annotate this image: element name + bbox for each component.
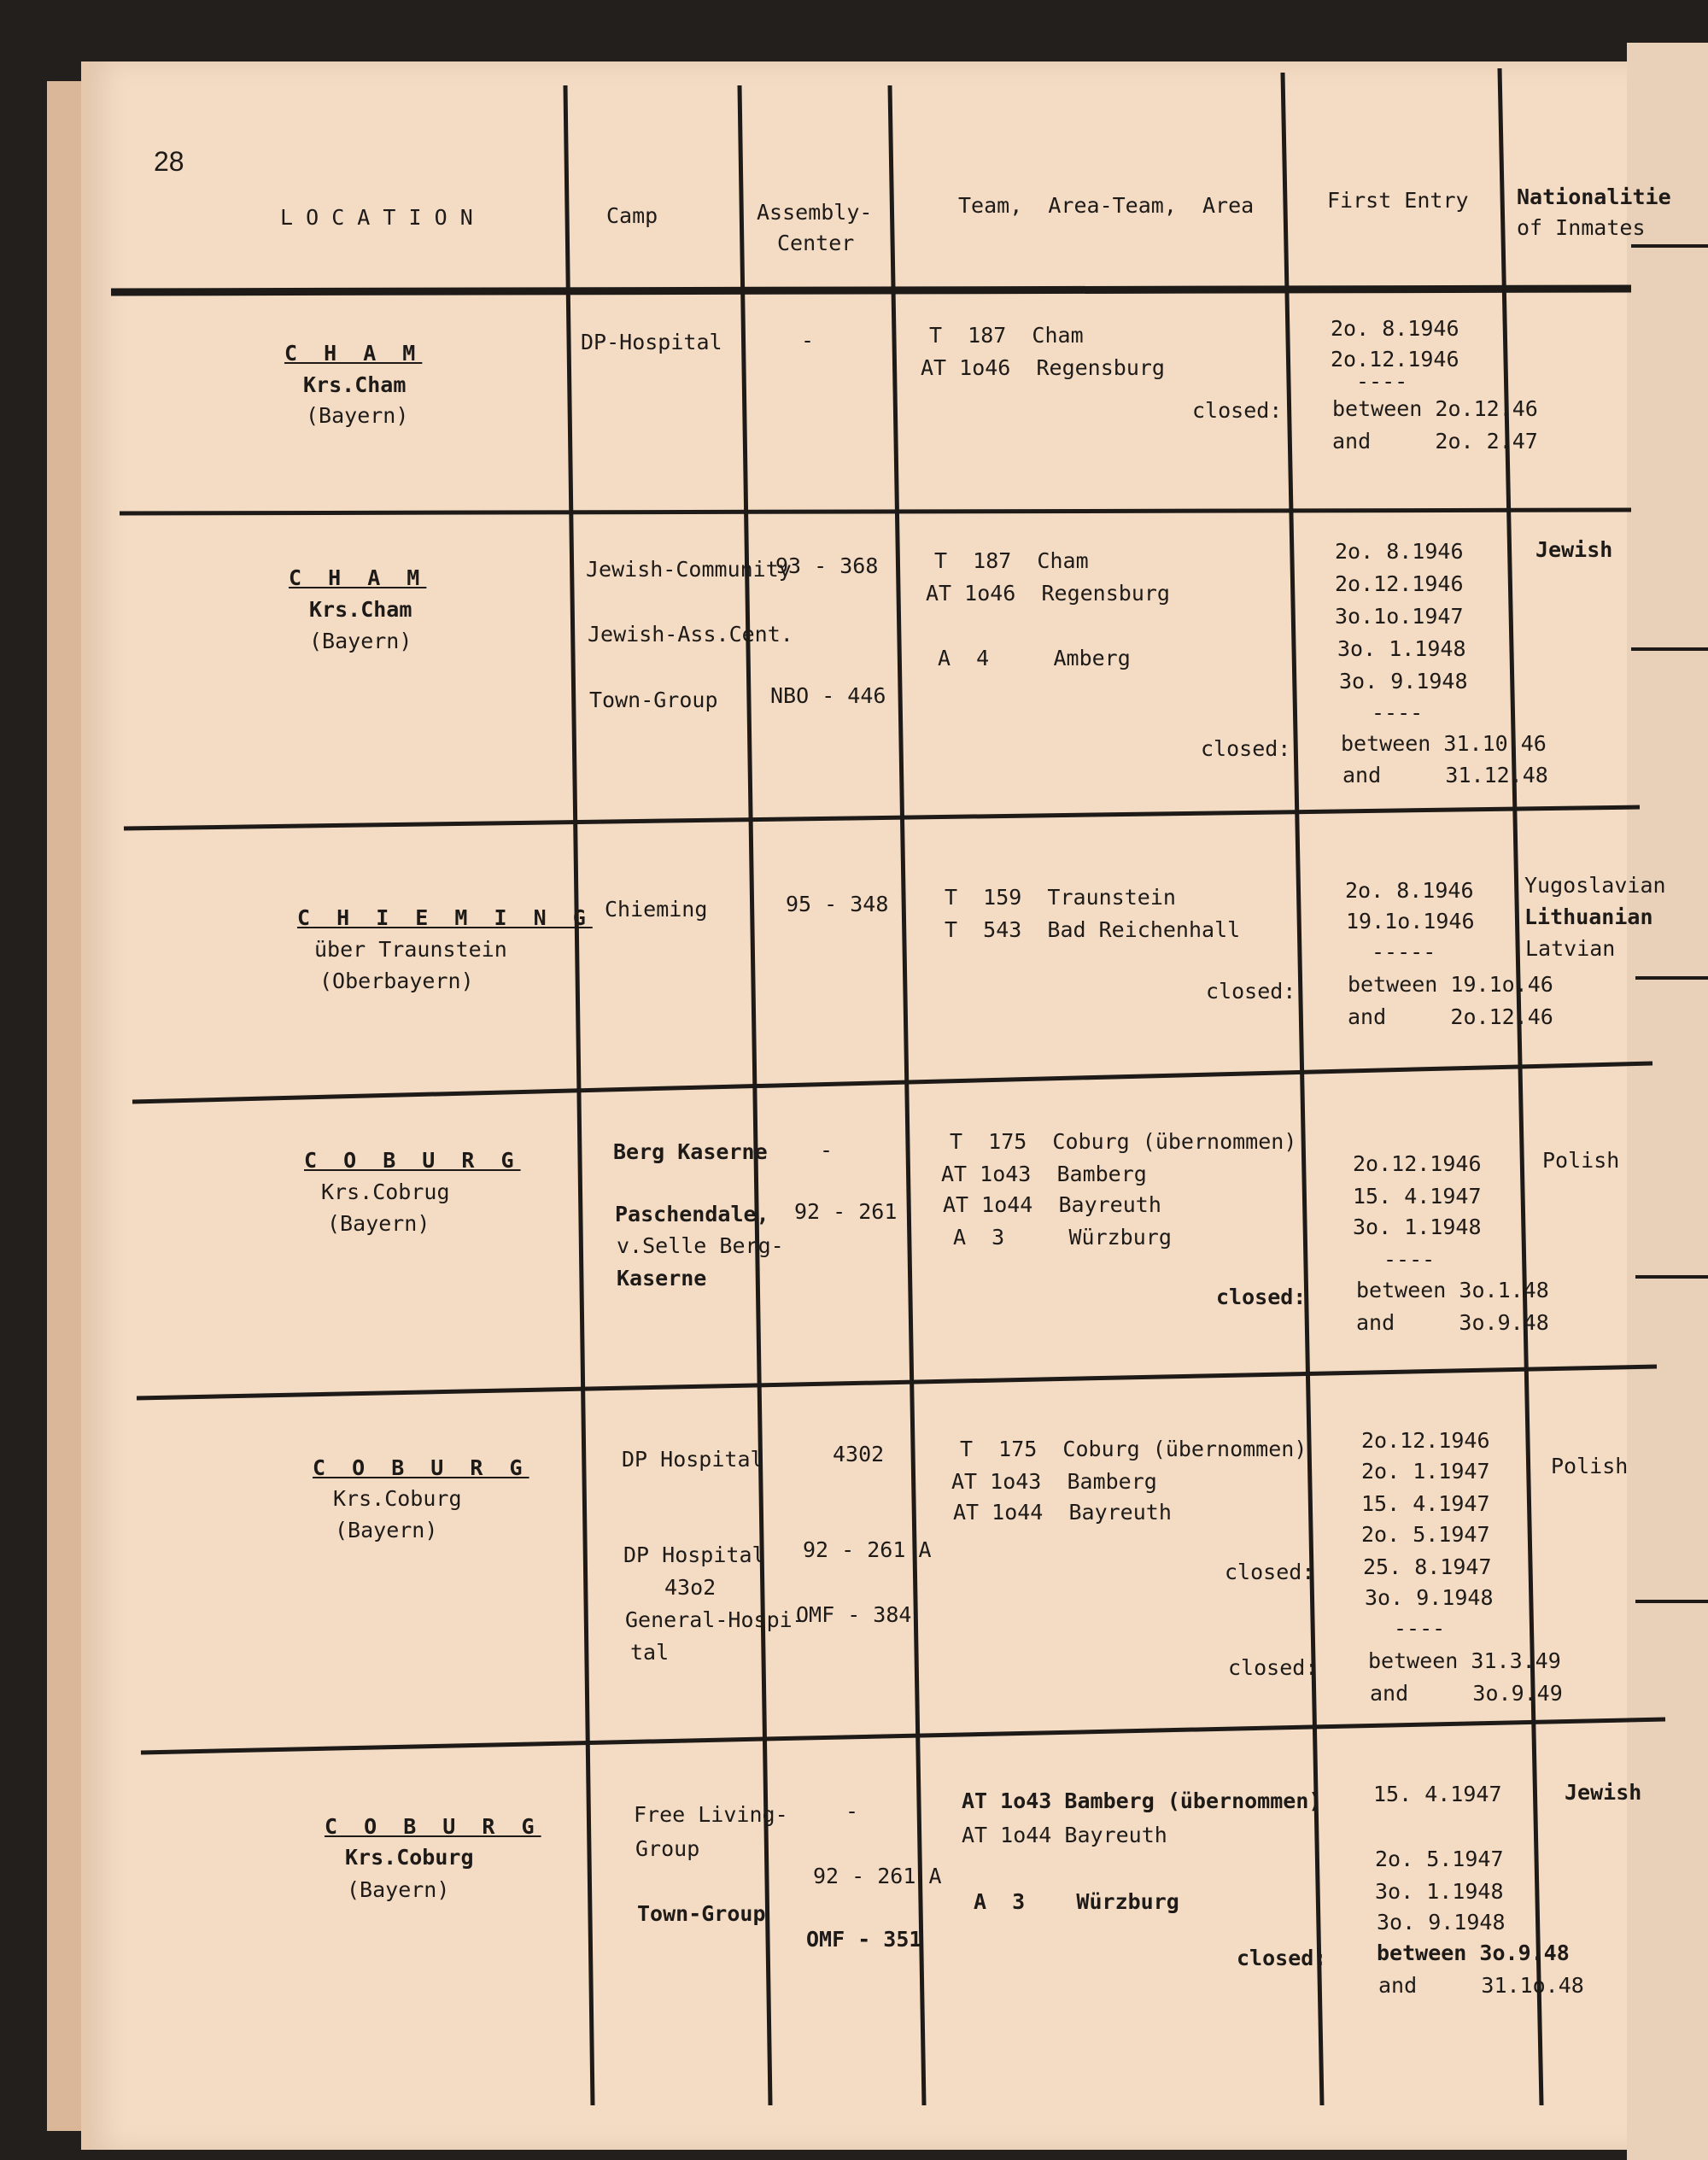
location-name: C H A M: [284, 341, 423, 366]
team-line: T 543 Bad Reichenhall: [945, 917, 1241, 942]
nationality: Polish: [1542, 1148, 1620, 1173]
entry-date: between 3o.1.48: [1356, 1278, 1549, 1302]
closed-label: closed:: [1237, 1946, 1327, 1970]
camp-name: Group: [635, 1836, 700, 1861]
entry-date: and 3o.9.49: [1370, 1681, 1563, 1706]
entry-date: 3o. 9.1948: [1365, 1585, 1494, 1610]
camp-name: Town-Group: [589, 688, 718, 712]
location-region: (Bayern): [335, 1518, 438, 1542]
entry-date: between 31.3.49: [1368, 1648, 1561, 1673]
header-assembly-line2: Center: [777, 231, 855, 255]
camp-name: tal: [630, 1640, 670, 1665]
entry-date: 3o. 1.1948: [1353, 1215, 1482, 1239]
team-line: AT 1o46 Regensburg: [921, 355, 1165, 380]
location-region: (Oberbayern): [319, 969, 474, 993]
location-name: C H A M: [289, 565, 427, 590]
team-line: T 175 Coburg (übernommen): [950, 1129, 1297, 1154]
entry-date: 2o. 8.1946: [1331, 316, 1459, 341]
entry-date: 2o.12.1946: [1335, 571, 1464, 596]
location-name: C O B U R G: [313, 1455, 529, 1480]
row-divider-1: [120, 510, 1631, 513]
camp-name: v.Selle Berg-: [617, 1233, 784, 1258]
entry-separator: -----: [1372, 940, 1436, 964]
closed-label: closed:: [1225, 1560, 1315, 1584]
nationality: Polish: [1551, 1454, 1629, 1478]
entry-date: 3o. 9.1948: [1339, 669, 1468, 694]
assembly-center: 92 - 261 A: [803, 1537, 932, 1562]
assembly-center: 93 - 368: [775, 553, 879, 578]
team-line: A 3 Würzburg: [974, 1889, 1179, 1914]
entry-date: 3o. 9.1948: [1377, 1910, 1506, 1935]
camp-name: Berg Kaserne: [613, 1139, 768, 1164]
assembly-center: -: [820, 1138, 834, 1162]
camp-name: Kaserne: [617, 1266, 707, 1291]
entry-date: between 19.1o.46: [1348, 972, 1553, 997]
entry-separator: ----: [1383, 1247, 1436, 1272]
camp-name: Chieming: [605, 897, 708, 922]
team-line: AT 1o44 Bayreuth: [943, 1192, 1161, 1217]
location-district: Krs.Cham: [303, 372, 407, 397]
header-team: Team, Area-Team, Area: [958, 193, 1255, 218]
camp-name: DP Hospital: [623, 1542, 765, 1567]
assembly-center: NBO - 446: [770, 683, 886, 708]
team-line: AT 1o44 Bayreuth: [962, 1823, 1167, 1847]
location-district: Krs.Coburg: [345, 1845, 474, 1870]
camp-name: General-Hospi-: [625, 1607, 805, 1632]
camp-name: Jewish-Ass.Cent.: [588, 622, 793, 647]
camp-name: DP Hospital: [622, 1447, 763, 1472]
entry-date: and 31.12.48: [1342, 763, 1548, 787]
location-region: (Bayern): [327, 1211, 430, 1236]
closed-label: closed:: [1216, 1285, 1307, 1309]
entry-date: between 31.10.46: [1341, 731, 1547, 756]
assembly-center: 92 - 261 A: [813, 1864, 942, 1888]
team-line: T 187 Cham: [929, 323, 1084, 348]
entry-separator: ----: [1394, 1616, 1446, 1641]
entry-date: between 3o.9.48: [1377, 1940, 1570, 1965]
location-name: C O B U R G: [304, 1148, 521, 1173]
header-camp: Camp: [606, 203, 658, 228]
header-nationality-line2: of Inmates: [1517, 215, 1646, 240]
row-divider-4: [137, 1367, 1657, 1398]
camp-name: Free Living-: [634, 1802, 788, 1827]
header-first-entry: First Entry: [1327, 188, 1469, 213]
assembly-center: OMF - 351: [806, 1927, 922, 1952]
assembly-center: -: [845, 1799, 859, 1823]
nationality: Yugoslavian: [1524, 873, 1666, 898]
team-line: A 3 Würzburg: [953, 1225, 1172, 1250]
assembly-center: 95 - 348: [786, 892, 889, 916]
location-district: über Traunstein: [314, 937, 507, 962]
col-divider-entry-nationality: [1500, 68, 1541, 2105]
entry-date: 15. 4.1947: [1353, 1184, 1482, 1209]
row-divider-2: [124, 807, 1640, 828]
entry-date: and 31.1o.48: [1378, 1973, 1584, 1998]
entry-date: and 3o.9.48: [1356, 1310, 1549, 1335]
entry-separator: ----: [1356, 369, 1408, 394]
location-region: (Bayern): [347, 1877, 450, 1902]
col-divider-location-camp: [565, 85, 593, 2105]
location-district: Krs.Cham: [309, 597, 412, 622]
camp-name: 43o2: [664, 1575, 717, 1600]
location-region: (Bayern): [306, 403, 409, 428]
entry-date: between 2o.12.46: [1332, 396, 1538, 421]
location-name: C O B U R G: [325, 1814, 541, 1839]
closed-label: closed:: [1201, 736, 1291, 761]
camp-name: Jewish-Community: [586, 557, 792, 582]
entry-date: 2o.12.1946: [1331, 347, 1459, 372]
team-line: T 159 Traunstein: [945, 885, 1176, 910]
entry-date: 3o. 1.1948: [1375, 1879, 1504, 1904]
entry-date: 2o. 8.1946: [1345, 878, 1474, 903]
assembly-center: -: [801, 328, 815, 353]
location-name: C H I E M I N G: [297, 905, 593, 930]
nationality: Jewish: [1535, 537, 1613, 562]
entry-date: 2o. 5.1947: [1361, 1522, 1490, 1547]
nationality: Jewish: [1565, 1780, 1642, 1805]
entry-date: 3o.1o.1947: [1335, 604, 1464, 629]
nationality: Lithuanian: [1524, 904, 1653, 929]
nationality: Latvian: [1525, 936, 1616, 961]
row-divider-3: [132, 1063, 1652, 1102]
entry-date: 2o.12.1946: [1361, 1428, 1490, 1453]
entry-date: 2o. 8.1946: [1335, 539, 1464, 564]
page-number: 28: [154, 146, 184, 177]
closed-label: closed:: [1228, 1655, 1319, 1680]
team-line: AT 1o44 Bayreuth: [953, 1500, 1172, 1525]
entry-separator: ----: [1372, 700, 1424, 725]
location-district: Krs.Coburg: [333, 1486, 462, 1511]
assembly-center: OMF - 384: [796, 1602, 912, 1627]
location-district: Krs.Cobrug: [321, 1180, 450, 1204]
location-region: (Bayern): [309, 629, 412, 653]
team-line: AT 1o43 Bamberg: [951, 1469, 1157, 1494]
team-line: T 187 Cham: [934, 548, 1089, 573]
header-rule: [111, 289, 1631, 292]
team-line: AT 1o43 Bamberg: [941, 1162, 1147, 1186]
entry-date: 19.1o.1946: [1346, 909, 1475, 934]
camp-name: DP-Hospital: [581, 330, 722, 354]
assembly-center: 92 - 261: [794, 1199, 898, 1224]
entry-date: 2o. 1.1947: [1361, 1459, 1490, 1484]
header-location: L O C A T I O N: [280, 205, 473, 230]
team-line: T 175 Coburg (übernommen): [960, 1437, 1307, 1461]
entry-date: and 2o. 2.47: [1332, 429, 1538, 454]
closed-label: closed:: [1192, 398, 1283, 423]
camp-name: Town-Group: [637, 1901, 766, 1926]
entry-date: and 2o.12.46: [1348, 1004, 1553, 1029]
entry-date: 15. 4.1947: [1373, 1782, 1502, 1806]
team-line: AT 1o43 Bamberg (übernommen): [962, 1788, 1322, 1813]
row-divider-5: [141, 1719, 1665, 1753]
entry-date: 2o.12.1946: [1353, 1151, 1482, 1176]
entry-date: 15. 4.1947: [1361, 1491, 1490, 1516]
closed-label: closed:: [1206, 979, 1296, 1004]
camp-name: Paschendale,: [615, 1202, 769, 1226]
entry-date: 2o. 5.1947: [1375, 1847, 1504, 1871]
col-divider-assembly-team: [890, 85, 924, 2105]
header-assembly-line1: Assembly-: [757, 200, 873, 225]
team-line: A 4 Amberg: [938, 646, 1131, 670]
entry-date: 25. 8.1947: [1363, 1554, 1492, 1579]
header-nationality-line1: Nationalitie: [1517, 184, 1671, 209]
team-line: AT 1o46 Regensburg: [926, 581, 1170, 606]
assembly-center: 4302: [833, 1442, 885, 1466]
entry-date: 3o. 1.1948: [1337, 636, 1466, 661]
